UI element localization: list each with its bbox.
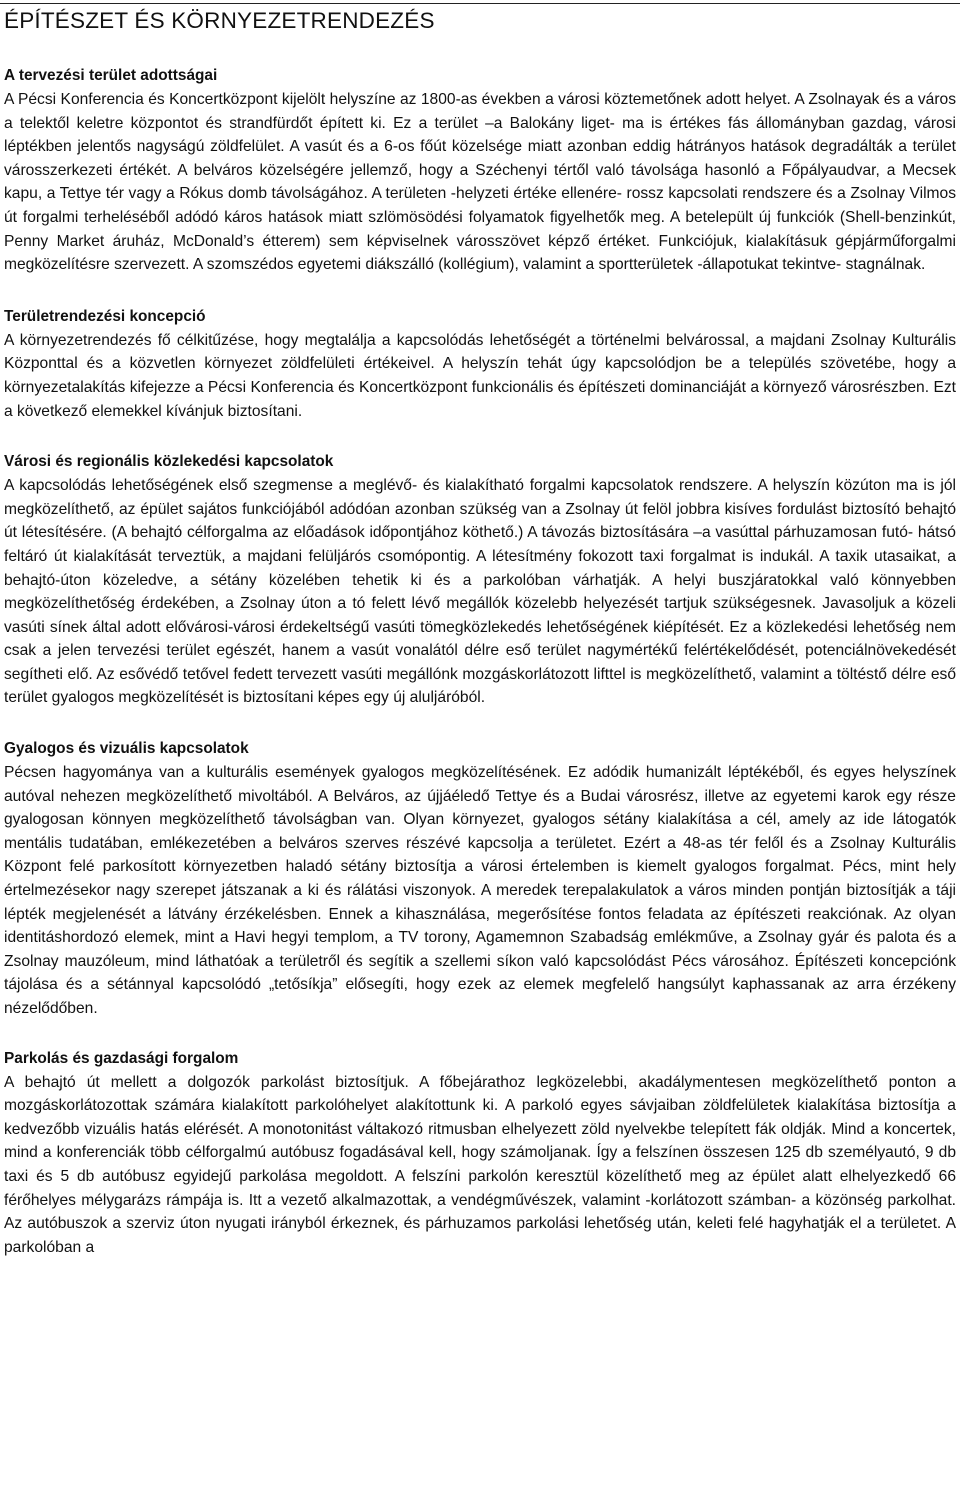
section-heading: Területrendezési koncepció	[4, 307, 206, 325]
section-heading: Városi és regionális közlekedési kapcsolatok	[4, 453, 334, 471]
section-paragraph: A kapcsolódás lehetőségének első szegmense a meglévő- és kialakítható forgalmi kapcsolatok rendszere. A helyszín közúton ma is jól megközelíthető, az épület sajátos funkciójából adódóan azonban szükség van a Zsolnay út felöl jobbra kisíves fordulást biztosító behajtó út létesítésére. (A behajtó célforgalma az előadások időpontjához köthető.) A távozás biztosítására –a vasúttal párhuzamosan futó- hátsó feltáró út kialakítását terveztük, a majdani felüljárós csomópontig. A létesítmény fokozott taxi forgalmat is indukál. A taxik utasaikat, a behajtó-úton közeledve, a sétány közelében tehetik ki és a parkolóban várhatják. A helyi buszjáratokkal való könnyebben megközelíthetőség érdekében, a Zsolnay úton a tó felett lévő megállók közelebb helyezését tartjuk szükségesnek. Javasoljuk a közeli vasúti sínek által adott elővárosi-városi érdekeltségű vasúti tömegközlekedés lehetőségének kiépítését. Ez a közlekedési lehetőség nem csak a jelen tervezési terület egészét, hanem a vasút vonalától délre eső terület nagymértékű felértékelődését, potenciálnövekedését segítheti elő. Az esővédő tetővel fedett tervezett vasúti megállónk mozgáskorlátozott lifttel is megközelíthető, valamint a töltéstő délre eső terület gyalogos megközelítését is biztosítani képes egy új aluljáróból.	[4, 477, 956, 707]
section-heading: Parkolás és gazdasági forgalom	[4, 1049, 239, 1067]
section-transport-connections	[4, 450, 956, 710]
section-heading: Gyalogos és vizuális kapcsolatok	[4, 740, 249, 758]
section-paragraph: A Pécsi Konferencia és Koncertközpont kijelölt helyszíne az 1800-as években a városi köztemetőnek adott helyet. A Zsolnayak és a város a telektől keletre központot és strandfürdőt épített ki. Ez a terület –a Balokány liget- ma is értékes fás állományban gazdag, városi léptékben jelentős nagyságú zöldfelület. A vasút és a 6-os főút közelsége miatt azonban eddig hátrányos hatások degradálták a terület városszerkezeti értékét. A belváros közelségére jellemző, hogy a Széchenyi tértől való távolsága hasonló a Főpályaudvar, a Mecsek kapu, a Tettye tér vagy a Rókus domb távolságához. A területen -helyzeti értéke ellenére- rossz kapcsolati rendszere és a Zsolnay Vilmos út forgalmi terheléséből adódó káros hatások miatt szlömösödési folyamatok figyelhetők meg. A betelepült új funkciók (Shell-benzinkút, Penny Market áruház, McDonald’s étterem) sem képviselnek városszövet képző értéket. Funkciójuk, kialakításuk gépjárműforgalmi megközelítésre szervezett. A szomszédos egyetemi diákszálló (kollégium), valamint a sportterületek -állapotukat tekintve- stagnálnak.	[4, 91, 956, 274]
section-heading: A tervezési terület adottságai	[4, 67, 218, 84]
top-rule	[0, 3, 960, 4]
document-title: ÉPÍTÉSZET ÉS KÖRNYEZETRENDEZÉS	[4, 8, 435, 33]
section-pedestrian-visual	[4, 737, 956, 1021]
section-planning-concept	[4, 305, 956, 423]
section-paragraph: A környezetrendezés fő célkitűzése, hogy megtalálja a kapcsolódás lehetőségét a történelmi belvárossal, a majdani Zsolnay Kulturális Központtal és a közvetlen környezet zöldfelületi értékeivel. A helyszín tehát úgy kapcsolódjon be a település szövetébe, hogy a környezetalakítás kifejezze a Pécsi Konferencia és Koncertközpont funkcionális és építészeti dominanciáját a környező városrészben. Ezt a következő elemekkel kívánjuk biztosítani.	[4, 331, 956, 420]
section-paragraph: A behajtó út mellett a dolgozók parkolást biztosítjuk. A főbejárathoz legközelebbi, akadálymentesen megközelíthető ponton a mozgáskorlátozottak számára kialakított parkolóhelyet alakítottunk ki. A parkoló egyes sávjaiban zöldfelületek kialakítása biztosítja a kedvezőbb vizuális hatás elérését. A monotonitást váltakozó ritmusban elhelyezett zöld nyelvekbe telepített fák oldják. Mind a koncertek, mind a konferenciák több célforgalmú autóbusz fogadásával kell, hogy számoljanak. Így a felszínen összesen 125 db személyautó, 9 db taxi és 5 db autóbusz egyidejű parkolása megoldott. A felszíni parkolón keresztül közelíthető meg az épület alatt elhelyezkedő 66 férőhelyes mélygarázs rámpája is. Itt a vezető alkalmazottak, a vendégművészek, valamint -korlátozott számban- a közönség parkolhat. Az autóbuszok a szerviz úton nyugati irányból érkeznek, és párhuzamos parkolási lehetőség után, keleti felé hagyhatják el a területet. A parkolóban a	[4, 1073, 956, 1256]
section-parking-service	[4, 1047, 956, 1260]
section-site-conditions	[4, 64, 956, 277]
section-paragraph: Pécsen hagyománya van a kulturális események gyalogos megközelítésének. Ez adódik humanizált léptékéből, és egyes helyszínek autóval nehezen megközelíthető mivoltából. A Belváros, az újjáéledő Tettye és a Budai városrész, illetve az egyetemi karok egy része gyalogosan könnyen megközelíthető távolságban van. Olyan környezet, gyalogos sétány kialakítása a cél, amely az ide látogatók mentális tudatában, emlékezetében a belváros szerves részévé kapcsolja a területet. Ezért a 48-as tér felől és a Zsolnay Kulturális Központ felé parkosított környezetben haladó sétány biztosítja a városi értelemben is kiemelt gyalogos forgalmat. Pécs, mint hely értelmezésekor nagy szerepet játszanak a ki és rálátási viszonyok. A meredek terepalakulatok a város minden pontján biztosítják a táji lépték megjelenését a látvány érzékelésben. Ennek a kihasználása, megerősítése fontos feladata az építészeti reakciónak. Az olyan identitáshordozó elemek, mint a Havi hegyi templom, a TV torony, Agamemnon Szabadság emlékműve, a Zsolnay gyár és palota és a Zsolnay mauzóleum, mind láthatóak a területről és segítik a szellemi síkon való kapcsolódást Pécs városához. Építészeti koncepciónk tájolása és a sétánnyal kapcsolódó „tetősíkja” elősegíti, hogy ezek az elemek megfelelő hangsúlyt kaphassanak az arra érzékeny nézelődőben.	[4, 764, 956, 1017]
